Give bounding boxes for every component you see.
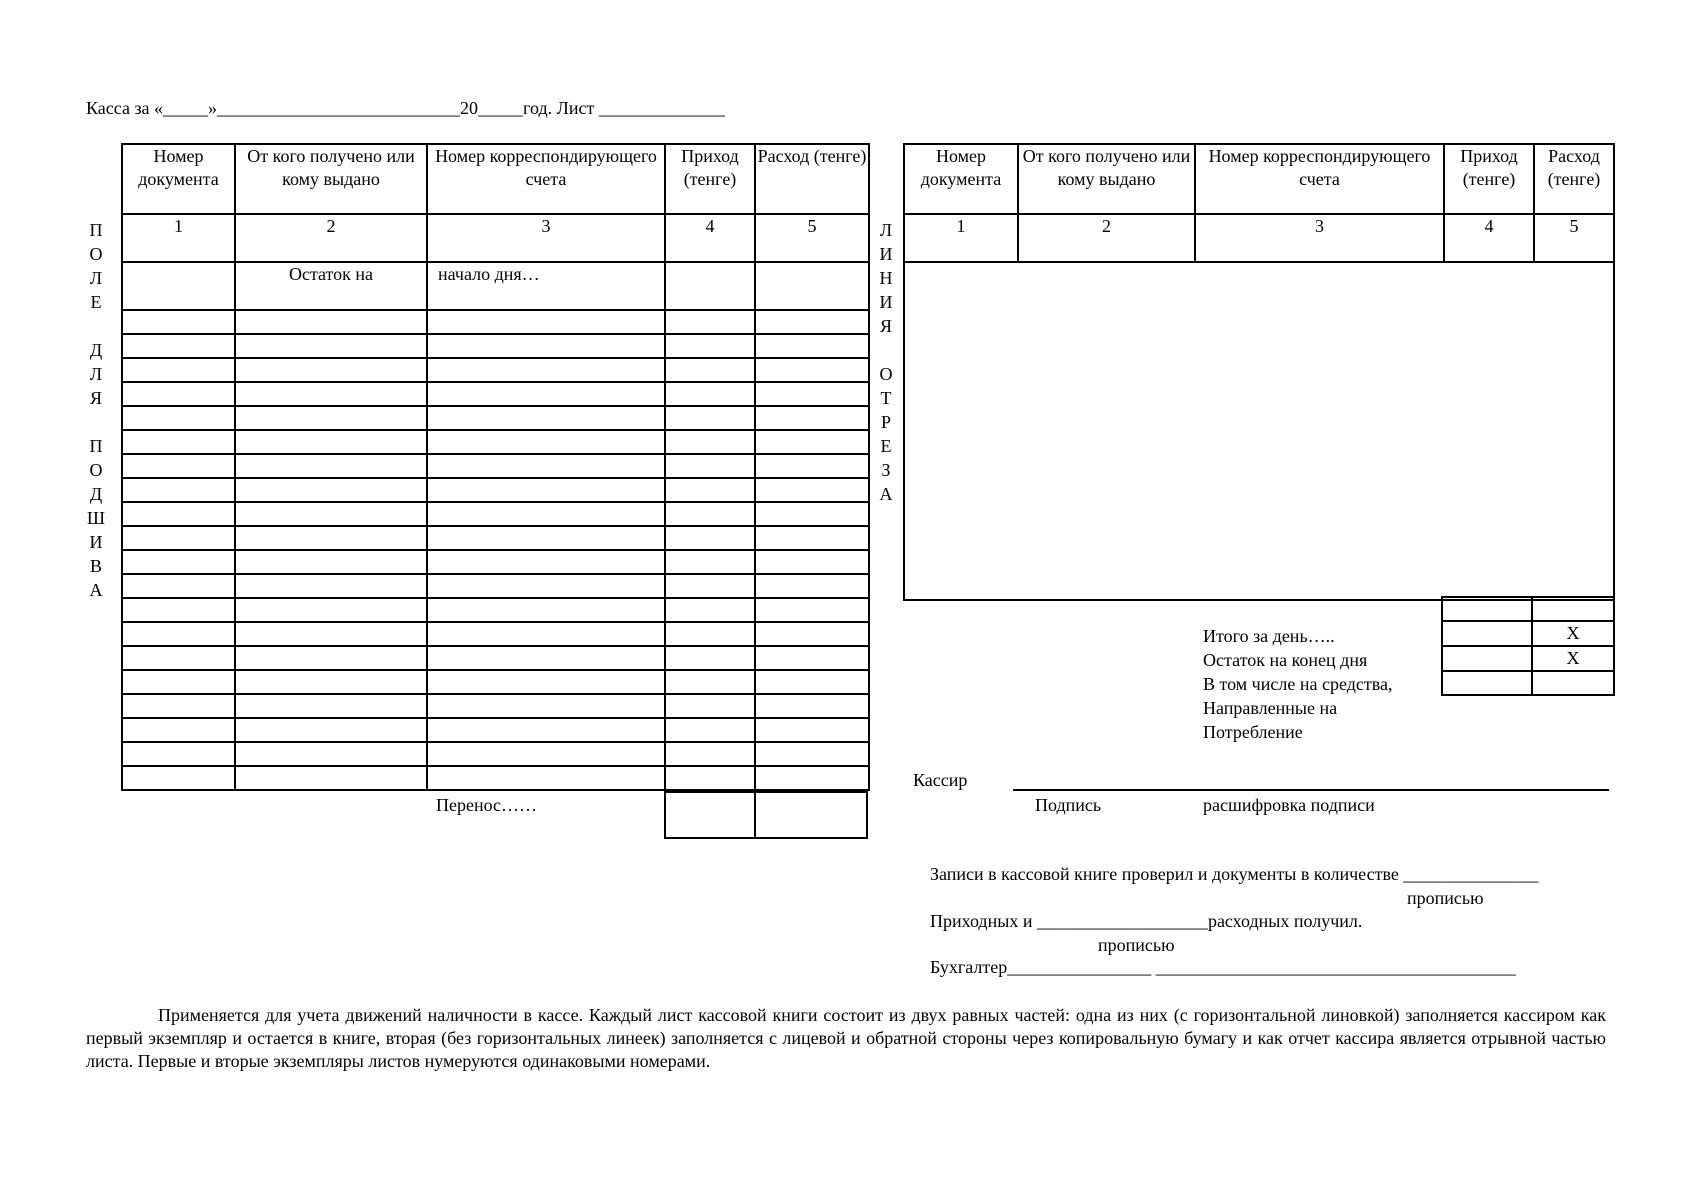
cut-line-letter: Т [880,388,892,408]
table-row [122,742,869,766]
entry-cell[interactable] [665,478,755,502]
cut-line-letter: Н [879,268,893,288]
col-number-1: 1 [904,214,1018,262]
summary-end-balance-label: Остаток на конец дня [1203,650,1368,670]
cut-line-letter: Я [879,316,892,336]
col-number-1: 1 [122,214,235,262]
summary-total-x: Х [1532,621,1614,646]
carry-over-expense-cell[interactable] [754,791,868,839]
cut-line-letter: Е [880,436,892,456]
entry-cell[interactable] [235,430,427,454]
entry-cell[interactable] [427,574,665,598]
entry-cell[interactable] [427,646,665,670]
entry-cell[interactable] [122,646,235,670]
col-number-5: 5 [1534,214,1614,262]
entry-cell[interactable] [122,310,235,334]
table-row [122,334,869,358]
entry-cell[interactable] [665,334,755,358]
summary-blank-income[interactable] [1442,597,1532,621]
signature-caption: Подпись [1035,795,1102,815]
entry-cell[interactable] [427,694,665,718]
carry-over-label: Перенос…… [436,795,538,815]
cashier-label: Кассир [913,770,968,790]
col-header-counterparty: От кого получено или кому выдано [1018,144,1195,214]
binding-margin-letter: В [89,556,102,576]
col-number-2: 2 [1018,214,1195,262]
entry-cell[interactable] [235,454,427,478]
entry-cell[interactable] [755,406,869,430]
cut-line-letter: О [879,364,893,384]
entry-cell[interactable] [235,526,427,550]
binding-margin-letter: Д [89,340,103,360]
binding-margin-letter: И [89,532,103,552]
entry-cell[interactable] [235,358,427,382]
entry-cell[interactable] [427,334,665,358]
balance-income-cell[interactable] [665,262,755,310]
entry-cell[interactable] [235,502,427,526]
entry-cell[interactable] [427,718,665,742]
entry-cell[interactable] [755,598,869,622]
binding-margin-letter: А [89,580,103,600]
entry-cell[interactable] [235,310,427,334]
entry-cell[interactable] [122,622,235,646]
entry-cell[interactable] [427,454,665,478]
entry-cell[interactable] [665,382,755,406]
binding-margin-letter: Л [89,268,103,288]
table-row [122,694,869,718]
col-number-4: 4 [665,214,755,262]
balance-cell-1[interactable] [122,262,235,310]
entry-cell[interactable] [755,622,869,646]
entry-cell[interactable] [665,502,755,526]
entry-cell[interactable] [235,406,427,430]
entry-cell[interactable] [235,766,427,790]
entry-cell[interactable] [755,310,869,334]
cashier-signature-line[interactable] [1013,789,1609,791]
binding-margin-letter: Я [89,388,102,408]
entry-cell[interactable] [755,502,869,526]
table-row [122,502,869,526]
carry-over-income-cell[interactable] [664,791,756,839]
entry-cell[interactable] [235,646,427,670]
binding-margin-letter: П [89,436,103,456]
entry-cell[interactable] [755,718,869,742]
entry-cell[interactable] [122,382,235,406]
entry-cell[interactable] [755,670,869,694]
summary-incl-funds-label: В том числе на средства, [1203,674,1393,694]
col-number-2: 2 [235,214,427,262]
col-number-3: 3 [1195,214,1444,262]
col-header-expense: Расход (тенге) [755,144,869,214]
summary-blank-expense[interactable] [1532,597,1614,621]
entry-cell[interactable] [755,358,869,382]
binding-margin-letter: Ш [86,508,106,528]
entry-cell[interactable] [122,334,235,358]
entry-cell[interactable] [427,478,665,502]
entry-cell[interactable] [122,478,235,502]
col-header-doc-number: Номер документа [904,144,1018,214]
entry-cell[interactable] [122,550,235,574]
binding-margin-letter [84,314,108,338]
entry-cell[interactable] [755,382,869,406]
table-row [122,478,869,502]
left-cash-table [121,143,870,791]
table-row [122,382,869,406]
summary-total-day-label: Итого за день….. [1203,626,1335,646]
entry-cell[interactable] [122,502,235,526]
entry-cell[interactable] [755,478,869,502]
table-row [122,574,869,598]
entry-cell[interactable] [122,574,235,598]
cut-line-letter: Р [880,412,891,432]
entry-cell[interactable] [755,742,869,766]
entry-cell[interactable] [755,526,869,550]
cut-line-letter: А [879,484,893,504]
table-row [122,646,869,670]
col-header-income: Приход (тенге) [1444,144,1534,214]
entry-cell[interactable] [122,454,235,478]
signature-decoding-caption: расшифровка подписи [1203,795,1375,815]
entry-cell[interactable] [235,670,427,694]
entry-cell[interactable] [122,358,235,382]
cut-line-letter: Л [879,220,893,240]
entry-cell[interactable] [665,526,755,550]
col-header-income: Приход (тенге) [665,144,755,214]
entry-cell[interactable] [122,526,235,550]
table-row [122,406,869,430]
cut-line-letter: И [879,292,893,312]
summary-consumption-income[interactable] [1442,671,1532,695]
entry-cell[interactable] [427,430,665,454]
entry-cell[interactable] [235,622,427,646]
summary-consumption-label: Потребление [1203,722,1303,742]
entry-cell[interactable] [122,598,235,622]
col-header-corr-account: Номер корреспондирующего счета [1195,144,1444,214]
entry-cell[interactable] [665,742,755,766]
table-row [122,526,869,550]
footnote-text: Применяется для учета движений наличности в кассе. Каждый лист кассовой книги состоит из двух равных частей: одна из них (с горизонтальной линовкой) заполняется кассиром как первый экземпляр и остается в книге, вторая (без горизонтальных линеек) заполняется с лицевой и обратной стороны через копировальную бумагу и как отчет кассира является отрывной частью листа. Первые и вторые экземпляры листов нумеруются одинаковыми номерами. [86,1005,1606,1071]
entry-cell[interactable] [427,622,665,646]
entry-cell[interactable] [427,766,665,790]
table-row [122,598,869,622]
entry-cell[interactable] [235,742,427,766]
entry-cell[interactable] [755,574,869,598]
binding-margin-letter [84,410,108,434]
summary-balance-income[interactable] [1442,646,1532,671]
summary-total-income[interactable] [1442,621,1532,646]
entry-cell[interactable] [755,550,869,574]
entry-cell[interactable] [122,694,235,718]
entry-cell[interactable] [122,766,235,790]
table-row [122,358,869,382]
col-header-counterparty: От кого получено или кому выдано [235,144,427,214]
col-number-3: 3 [427,214,665,262]
table-row [122,550,869,574]
balance-label: Остаток на [235,262,427,310]
verification-caption-1: прописью [1407,888,1484,908]
entry-cell[interactable] [665,406,755,430]
table-row [122,718,869,742]
col-number-4: 4 [1444,214,1534,262]
table-row [122,430,869,454]
entry-cell[interactable] [665,766,755,790]
binding-margin-letter: Д [89,484,103,504]
summary-balance-x: Х [1532,646,1614,671]
entry-cell[interactable] [235,718,427,742]
verification-line-2: Приходных и ___________________расходных получил. [930,911,1363,931]
binding-margin-letter: О [89,460,103,480]
table-row [122,454,869,478]
entry-cell[interactable] [665,574,755,598]
entry-cell[interactable] [665,454,755,478]
entry-cell[interactable] [122,670,235,694]
entry-cell[interactable] [427,742,665,766]
binding-margin-letter: Л [89,364,103,384]
entry-cell[interactable] [665,718,755,742]
entry-cell[interactable] [235,478,427,502]
entry-cell[interactable] [665,358,755,382]
table-row [122,766,869,790]
col-header-corr-account: Номер корреспондирующего счета [427,144,665,214]
entry-cell[interactable] [122,430,235,454]
entry-cell[interactable] [665,622,755,646]
entry-cell[interactable] [755,430,869,454]
cut-line-letter [874,338,898,362]
cut-line-letter: З [881,460,891,480]
entry-cell[interactable] [235,694,427,718]
entry-cell[interactable] [427,550,665,574]
col-header-doc-number: Номер документа [122,144,235,214]
binding-margin-letter: П [89,220,103,240]
detachable-entry-area[interactable] [904,262,1614,600]
cut-line-letter: И [879,244,893,264]
entry-cell[interactable] [755,694,869,718]
entry-cell[interactable] [665,598,755,622]
entry-cell[interactable] [665,670,755,694]
verification-caption-2: прописью [1098,935,1175,955]
entry-cell[interactable] [235,598,427,622]
entry-cell[interactable] [427,526,665,550]
entry-cell[interactable] [755,766,869,790]
balance-label-cont: начало дня… [427,262,665,310]
verification-line-1: Записи в кассовой книге проверил и документы в количестве _______________ [930,864,1539,884]
entry-cell[interactable] [665,310,755,334]
cut-line-label [874,218,898,506]
summary-directed-label: Направленные на [1203,698,1338,718]
entry-cell[interactable] [427,310,665,334]
col-header-expense: Расход (тенге) [1534,144,1614,214]
entry-cell[interactable] [665,550,755,574]
balance-expense-cell[interactable] [755,262,869,310]
entry-cell[interactable] [122,742,235,766]
entry-cell[interactable] [665,694,755,718]
binding-margin-letter: Е [90,292,102,312]
entry-cell[interactable] [122,406,235,430]
form-title-line: Касса за «_____»___________________________20_____год. Лист ______________ [86,98,725,118]
entry-cell[interactable] [427,358,665,382]
table-row [122,622,869,646]
binding-margin-letter: О [89,244,103,264]
entry-cell[interactable] [755,454,869,478]
entry-cell[interactable] [427,406,665,430]
entry-cell[interactable] [665,430,755,454]
entry-cell[interactable] [427,502,665,526]
entry-cell[interactable] [755,334,869,358]
accountant-signature-line: Бухгалтер________________ ________________________________________ [930,957,1516,977]
right-cash-table [903,143,1615,601]
entry-cell[interactable] [427,598,665,622]
entry-cell[interactable] [235,574,427,598]
entry-cell[interactable] [755,646,869,670]
entry-cell[interactable] [665,646,755,670]
table-row [122,670,869,694]
entry-cell[interactable] [235,334,427,358]
binding-margin-label [84,218,108,602]
summary-consumption-expense[interactable] [1532,671,1614,695]
entry-cell[interactable] [122,718,235,742]
entry-cell[interactable] [427,670,665,694]
footnote-paragraph [86,1004,1606,1073]
entry-cell[interactable] [235,550,427,574]
entry-cell[interactable] [235,382,427,406]
summary-cells [1441,596,1615,696]
col-number-5: 5 [755,214,869,262]
table-row [122,310,869,334]
entry-cell[interactable] [427,382,665,406]
